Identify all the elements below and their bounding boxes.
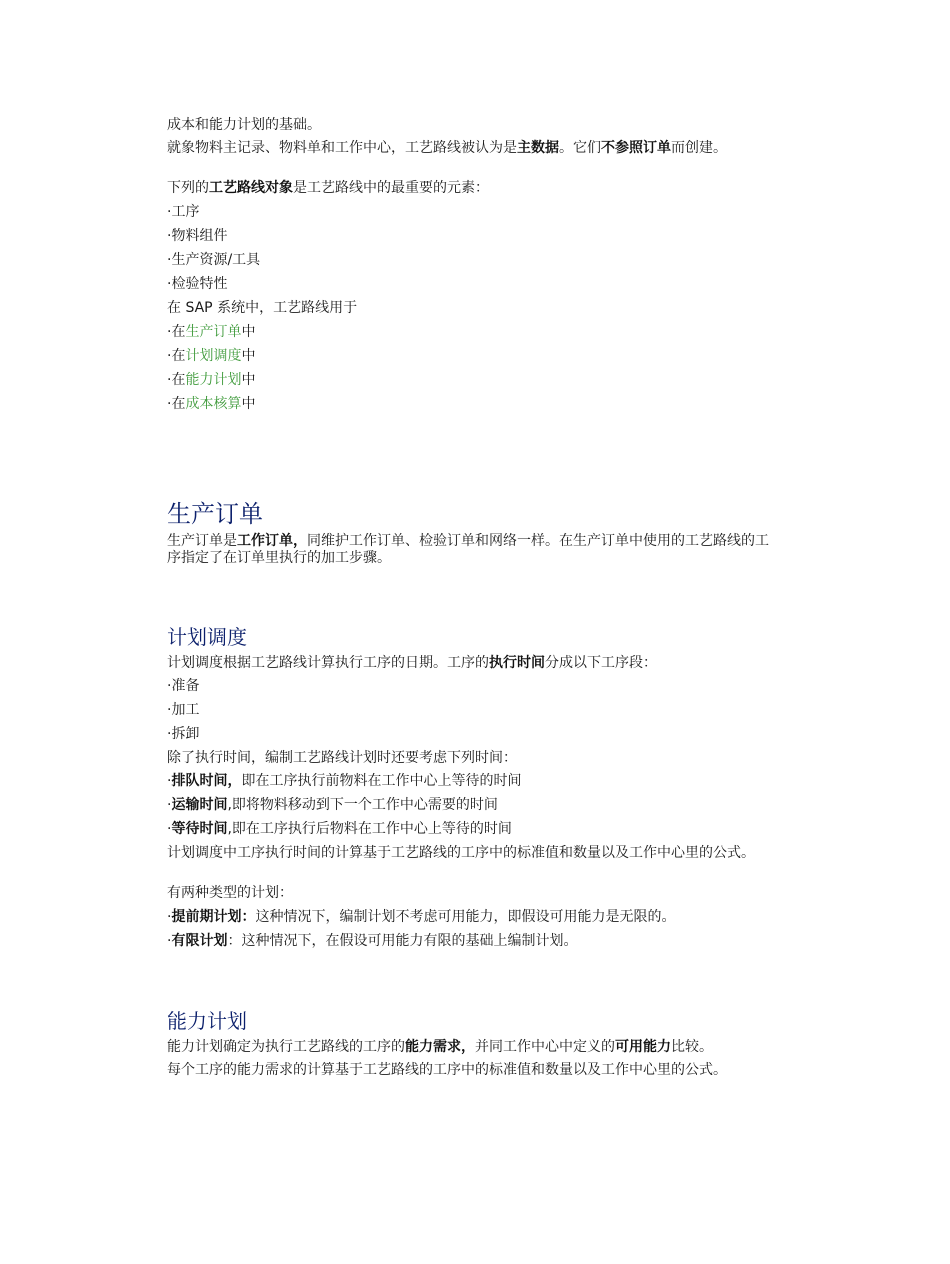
- heading-capacity-planning: 能力计划: [167, 1009, 247, 1033]
- usage-item: ·在计划调度中: [167, 348, 256, 364]
- usage-item: ·在成本核算中: [167, 396, 256, 412]
- capacity-paragraph-1: 能力计划确定为执行工艺路线的工序的能力需求，并同工作中心中定义的可用能力比较。: [167, 1039, 713, 1055]
- time-item: ·运输时间,即将物料移动到下一个工作中心需要的时间: [167, 797, 498, 813]
- object-item: ·工序: [167, 204, 200, 220]
- time-item: ·等待时间,即在工序执行后物料在工作中心上等待的时间: [167, 821, 512, 837]
- segment-item: ·拆卸: [167, 726, 200, 742]
- link-scheduling[interactable]: 计划调度: [185, 348, 242, 364]
- usage-intro: 在 SAP 系统中，工艺路线用于: [167, 300, 358, 316]
- planning-type-item: ·有限计划：这种情况下，在假设可用能力有限的基础上编制计划。: [167, 933, 578, 949]
- time-item: ·排队时间，即在工序执行前物料在工作中心上等待的时间: [167, 773, 522, 789]
- segment-item: ·准备: [167, 678, 200, 694]
- intro-paragraph-1: 成本和能力计划的基础。: [167, 117, 321, 133]
- intro-paragraph-2: 就象物料主记录、物料单和工作中心，工艺路线被认为是主数据。它们不参照订单而创建。: [167, 140, 727, 156]
- object-item: ·物料组件: [167, 228, 228, 244]
- object-item: ·检验特性: [167, 276, 228, 292]
- scheduling-paragraph-3: 计划调度中工序执行时间的计算基于工艺路线的工序中的标准值和数量以及工作中心里的公式。: [167, 845, 755, 861]
- object-item: ·生产资源/工具: [167, 252, 261, 268]
- intro-paragraph-3: 下列的工艺路线对象是工艺路线中的最重要的元素：: [167, 180, 489, 196]
- scheduling-paragraph-2: 除了执行时间，编制工艺路线计划时还要考虑下列时间：: [167, 750, 517, 766]
- planning-type-item: ·提前期计划：这种情况下，编制计划不考虑可用能力，即假设可用能力是无限的。: [167, 909, 676, 925]
- usage-item: ·在生产订单中: [167, 324, 256, 340]
- link-production-order[interactable]: 生产订单: [185, 324, 242, 340]
- production-order-paragraph: 生产订单是工作订单，同维护工作订单、检验订单和网络一样。在生产订单中使用的工艺路线的工序指定了在订单里执行的加工步骤。: [167, 533, 769, 566]
- usage-item: ·在能力计划中: [167, 372, 256, 388]
- scheduling-paragraph-1: 计划调度根据工艺路线计算执行工序的日期。工序的执行时间分成以下工序段：: [167, 655, 657, 671]
- segment-item: ·加工: [167, 702, 200, 718]
- link-costing[interactable]: 成本核算: [185, 396, 242, 412]
- heading-production-order: 生产订单: [167, 500, 263, 528]
- heading-scheduling: 计划调度: [167, 625, 247, 649]
- link-capacity-planning[interactable]: 能力计划: [185, 372, 242, 388]
- scheduling-paragraph-4: 有两种类型的计划：: [167, 885, 293, 901]
- capacity-paragraph-2: 每个工序的能力需求的计算基于工艺路线的工序中的标准值和数量以及工作中心里的公式。: [167, 1062, 727, 1078]
